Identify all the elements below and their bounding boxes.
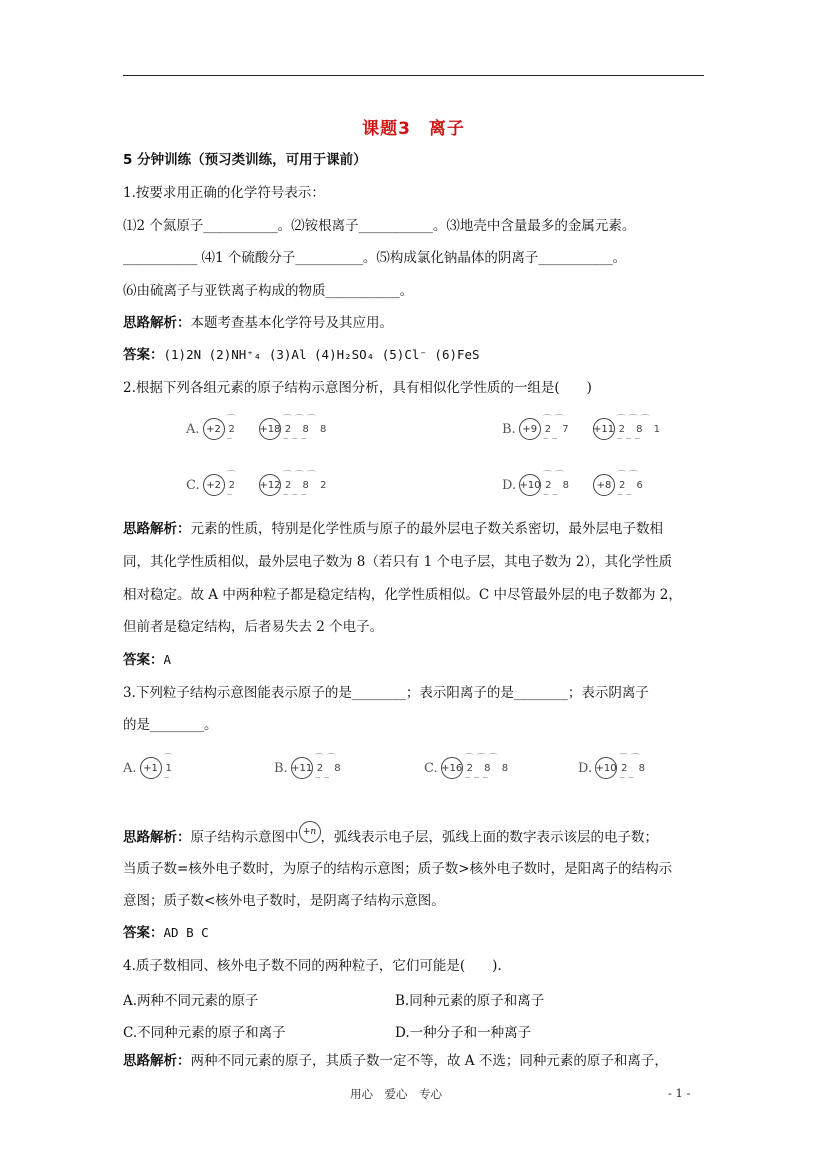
- q3-analysis-l1: [123, 827, 658, 849]
- q4-option-d: D.一种分子和一种离子: [395, 1025, 532, 1041]
- electron-shells: [314, 753, 345, 783]
- nucleus-circle: +11: [593, 418, 615, 440]
- analysis-label: 思路解析：: [123, 521, 191, 537]
- shell-arc-icon: ⌣⌣⌣: [616, 433, 644, 444]
- q2-analysis-l4: 但前者是稳定结构，后者易失去 2 个电子。: [123, 619, 384, 635]
- shell-arc-icon: ⌒⌒⌒: [282, 414, 319, 425]
- nucleus-circle: +2: [203, 418, 225, 440]
- atom-diagram: [203, 470, 239, 500]
- electron-shells: [226, 470, 239, 500]
- atom-diagram: [595, 753, 649, 783]
- q1-line3: ⑹由硫离子与亚铁离子构成的物质___________。: [123, 283, 414, 299]
- q1-stem: 1.按要求用正确的化学符号表示：: [123, 185, 325, 201]
- shell-electron-counts: 2: [228, 479, 239, 491]
- shell-electron-counts: 2 7: [544, 423, 573, 435]
- shell-arc-icon: ⌣⌣: [619, 772, 637, 783]
- section-heading: 5 分钟训练（预习类训练，可用于课前）: [123, 152, 367, 168]
- nucleus-circle: +8: [593, 474, 615, 496]
- shell-electron-counts: 2 8: [621, 762, 649, 774]
- shell-arc-icon: ⌣⌣: [543, 489, 561, 500]
- shell-arc-icon: ⌒: [226, 470, 239, 481]
- q2-option-c: [186, 470, 331, 500]
- shell-arc-icon: ⌣⌣: [617, 489, 635, 500]
- electron-shells: [542, 414, 573, 444]
- q3-answer: [123, 924, 209, 942]
- nucleus-circle: +12: [259, 474, 281, 496]
- shell-arc-icon: ⌣: [226, 489, 236, 500]
- shell-arc-icon: ⌒⌒⌒: [283, 470, 320, 481]
- q2-analysis-l2: 同，其化学性质相似，最外层电子数为 8（若只有 1 个电子层，其电子数为 2），其化学性质: [123, 554, 673, 570]
- analysis-label: 思路解析：: [123, 829, 191, 846]
- q2-analysis-text-1: 元素的性质，特别是化学性质与原子的最外层电子数关系密切，最外层电子数相: [190, 521, 663, 537]
- shell-arc-icon: ⌒⌒: [314, 753, 339, 764]
- q4-analysis: [123, 1052, 668, 1070]
- q1-analysis: [123, 314, 393, 332]
- q3-analysis-l2: 当质子数=核外电子数时，为原子的结构示意图；质子数>核外电子数时，是阳离子的结构示: [123, 861, 673, 877]
- q3-analysis-l3: 意图；质子数<核外电子数时，是阴离子结构示意图。: [123, 893, 445, 909]
- nucleus-circle: +1: [140, 757, 162, 779]
- atom-diagram: [203, 414, 239, 444]
- q3-answer-text: AD B C: [163, 925, 209, 940]
- q1-analysis-text: 本题考查基本化学符号及其应用。: [190, 315, 393, 331]
- q2-answer-text: A: [163, 652, 172, 667]
- page-title: 课题3 离子: [362, 119, 465, 139]
- atom-diagram: [519, 470, 573, 500]
- q4-option-c: C.不同种元素的原子和离子: [123, 1025, 286, 1041]
- q3-analysis-post: ，弧线表示电子层，弧线上面的数字表示该层的电子数；: [320, 829, 658, 846]
- shell-arc-icon: ⌣: [163, 772, 173, 783]
- q2-analysis-l1: [123, 520, 663, 538]
- shell-electron-counts: 2 8: [316, 762, 345, 774]
- shell-electron-counts: 2 8 8: [466, 762, 513, 774]
- shell-electron-counts: 2: [228, 423, 239, 435]
- shell-electron-counts: 1: [165, 762, 176, 774]
- electron-shells: [282, 414, 331, 444]
- q3-option-b: [274, 753, 345, 783]
- inline-nucleus-icon: +n: [299, 821, 321, 843]
- shell-arc-icon: ⌒⌒: [619, 753, 644, 764]
- electron-shells: [283, 470, 331, 500]
- nucleus-circle: +10: [595, 757, 617, 779]
- electron-shells: [464, 753, 513, 783]
- shell-arc-icon: ⌣⌣⌣: [283, 489, 310, 500]
- electron-shells: [616, 414, 665, 444]
- answer-label: 答案：: [123, 652, 164, 668]
- option-label: D.: [578, 760, 593, 776]
- q1-answer: [123, 346, 480, 364]
- atom-diagram: [140, 753, 176, 783]
- nucleus-circle: +10: [519, 474, 541, 496]
- atom-diagram: [593, 414, 665, 444]
- shell-arc-icon: ⌒: [163, 753, 176, 764]
- q4-option-a: A.两种不同元素的原子: [123, 993, 259, 1009]
- shell-electron-counts: 2 8: [545, 479, 573, 491]
- q2-answer: [123, 651, 171, 669]
- nucleus-circle: +2: [203, 474, 225, 496]
- q4-analysis-text: 两种不同元素的原子，其质子数一定不等，故 A 不选；同种元素的原子和离子，: [190, 1053, 668, 1069]
- page-number: - 1 -: [668, 1086, 691, 1100]
- atom-diagram: [519, 414, 573, 444]
- option-label: C.: [424, 760, 438, 776]
- shell-arc-icon: ⌒⌒: [543, 470, 568, 481]
- nucleus-circle: +16: [441, 757, 463, 779]
- q3-option-c: [424, 753, 513, 783]
- atom-diagram: [259, 414, 331, 444]
- q3-stem-l1: 3.下列粒子结构示意图能表示原子的是________；表示阳离子的是________；表示阴离子: [123, 685, 649, 701]
- q2-stem: 2.根据下列各组元素的原子结构示意图分析，具有相似化学性质的一组是( ): [123, 380, 592, 396]
- q3-option-a: [123, 753, 176, 783]
- electron-shells: [617, 470, 647, 500]
- option-label: D.: [502, 477, 517, 493]
- electron-shells: [619, 753, 649, 783]
- q1-line1: ⑴2 个氮原子___________。⑵铵根离子___________。⑶地壳中含量最多的金属元素。: [123, 218, 636, 234]
- shell-arc-icon: ⌒: [226, 414, 239, 425]
- q1-answer-text: (1)2N (2)NH⁺₄ (3)Al (4)H₂SO₄ (5)Cl⁻ (6)FeS: [163, 347, 480, 362]
- shell-arc-icon: ⌣⌣: [314, 772, 333, 783]
- nucleus-circle: +11: [291, 757, 313, 779]
- answer-label: 答案：: [123, 347, 164, 363]
- q2-option-a: [186, 414, 331, 444]
- electron-shells: [226, 414, 239, 444]
- atom-diagram: [291, 753, 345, 783]
- q3-analysis-pre: 原子结构示意图中: [190, 829, 299, 846]
- shell-electron-counts: 2 8 8: [284, 423, 331, 435]
- q2-option-b: [502, 414, 665, 444]
- q3-stem-l2: 的是________。: [123, 717, 218, 733]
- option-label: B.: [502, 421, 516, 437]
- electron-shells: [163, 753, 176, 783]
- electron-shells: [543, 470, 573, 500]
- shell-arc-icon: ⌒⌒⌒: [464, 753, 501, 764]
- atom-diagram: [441, 753, 513, 783]
- option-label: A.: [186, 421, 200, 437]
- nucleus-circle: +18: [259, 418, 281, 440]
- q2-analysis-l3: 相对稳定。故 A 中两种粒子都是稳定结构，化学性质相似。C 中尽管最外层的电子数都为 2，: [123, 587, 682, 603]
- q4-stem: 4.质子数相同、核外电子数不同的两种粒子，它们可能是( ).: [123, 958, 502, 974]
- shell-arc-icon: ⌒⌒⌒: [616, 414, 653, 425]
- answer-label: 答案：: [123, 925, 164, 941]
- footer-motto: 用心 爱心 专心: [350, 1087, 442, 1101]
- shell-arc-icon: ⌣⌣⌣: [282, 433, 310, 444]
- option-label: C.: [186, 477, 200, 493]
- shell-arc-icon: ⌒⌒: [542, 414, 567, 425]
- atom-diagram: [593, 470, 647, 500]
- analysis-label: 思路解析：: [123, 1053, 191, 1069]
- q2-option-d: [502, 470, 647, 500]
- header-rule: [123, 75, 704, 76]
- analysis-label: 思路解析：: [123, 315, 191, 331]
- shell-arc-icon: ⌣⌣: [542, 433, 561, 444]
- q1-line2: ___________ ⑷1 个硫酸分子__________。⑸构成氯化钠晶体的阴离子___________。: [123, 250, 627, 266]
- q3-option-d: [578, 753, 649, 783]
- q4-option-b: B.同种元素的原子和离子: [395, 993, 545, 1009]
- shell-electron-counts: 2 6: [619, 479, 647, 491]
- nucleus-circle: +9: [519, 418, 541, 440]
- option-label: B.: [274, 760, 288, 776]
- shell-electron-counts: 2 8 1: [618, 423, 665, 435]
- atom-diagram: [259, 470, 331, 500]
- shell-arc-icon: ⌣: [226, 433, 236, 444]
- option-label: A.: [123, 760, 137, 776]
- shell-electron-counts: 2 8 2: [285, 479, 331, 491]
- shell-arc-icon: ⌣⌣⌣: [464, 772, 492, 783]
- shell-arc-icon: ⌒⌒: [617, 470, 642, 481]
